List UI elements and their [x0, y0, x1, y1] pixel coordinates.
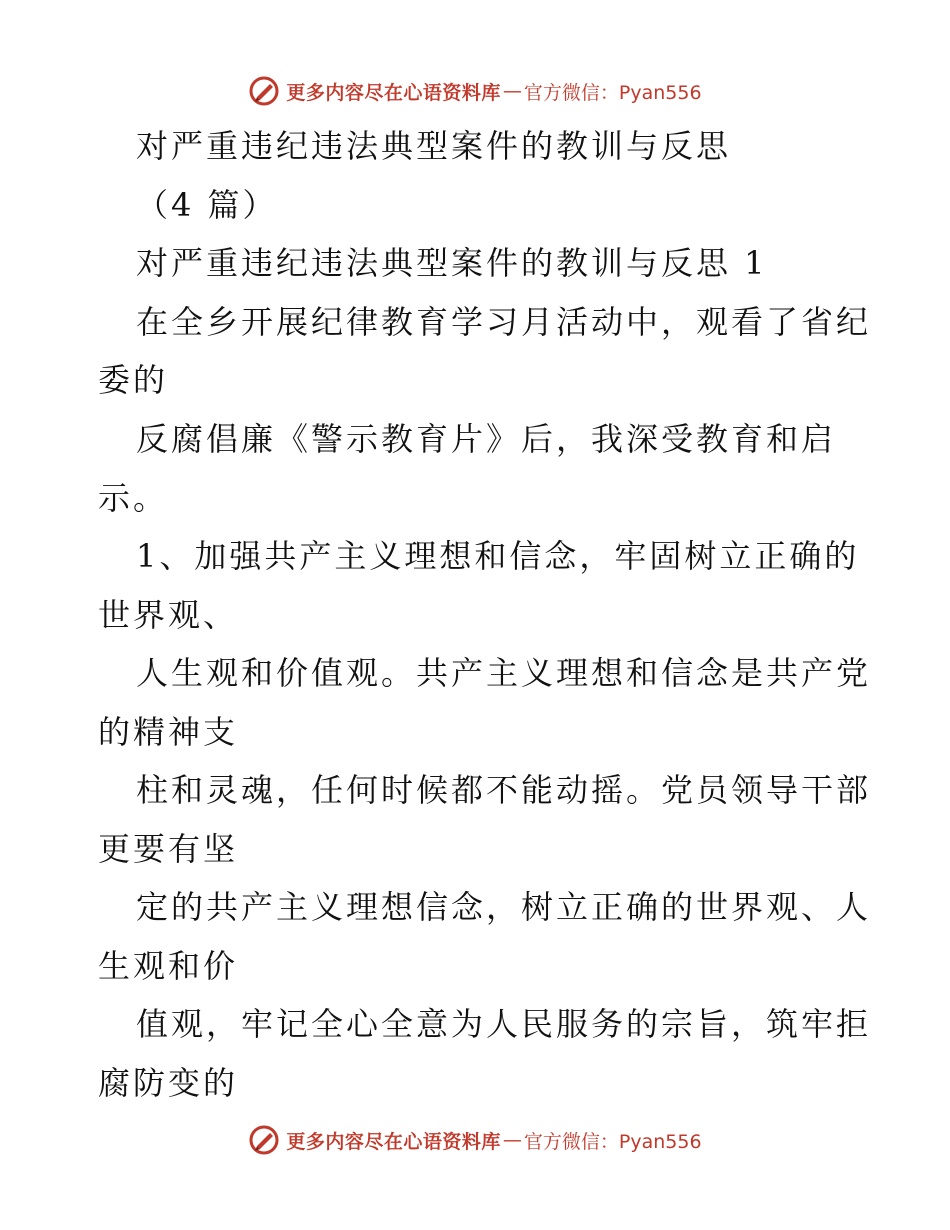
pen-logo-icon — [248, 75, 280, 107]
paragraph-line: 值观，牢记全心全意为人民服务的宗旨，筑牢拒 — [136, 1005, 872, 1043]
section-heading: 对严重违纪违法典型案件的教训与反思 1 — [136, 244, 768, 282]
paragraph-line: 柱和灵魂，任何时候都不能动摇。党员领导干部 — [136, 771, 872, 809]
banner-brand: 更多内容尽在心语资料库 — [286, 81, 501, 104]
paragraph-line: 1、加强共产主义理想和信念，牢固树立正确的 — [136, 537, 860, 575]
banner-wechat: 官方微信：Pyan556 — [523, 81, 702, 104]
paragraph-line: 反腐倡廉《警示教育片》后，我深受教育和启 — [136, 420, 837, 458]
banner-dash: — — [502, 80, 522, 102]
document-title: 对严重违纪违法典型案件的教训与反思 — [136, 127, 732, 165]
paragraph-line: 定的共产主义理想信念，树立正确的世界观、人 — [136, 888, 872, 926]
header-banner — [0, 74, 950, 108]
paragraph-line: 人生观和价值观。共产主义理想和信念是共产党 — [136, 654, 872, 692]
paragraph-line: 示。 — [98, 479, 169, 517]
paragraph-line: 的精神支 — [98, 713, 239, 751]
paragraph-line: 世界观、 — [98, 596, 239, 634]
paragraph-line: 生观和价 — [98, 947, 239, 985]
paragraph-line: 委的 — [98, 361, 169, 399]
paragraph-line: 腐防变的 — [98, 1064, 239, 1102]
banner-brand: 更多内容尽在心语资料库 — [286, 1130, 501, 1153]
paragraph-line: 更要有坚 — [98, 830, 239, 868]
footer-banner — [0, 1123, 950, 1157]
document-title-count: （4 篇） — [136, 186, 278, 224]
paragraph-line: 在全乡开展纪律教育学习月活动中，观看了省纪 — [136, 303, 872, 341]
banner-dash: — — [502, 1129, 522, 1151]
pen-logo-icon — [248, 1124, 280, 1156]
banner-wechat: 官方微信：Pyan556 — [523, 1130, 702, 1153]
